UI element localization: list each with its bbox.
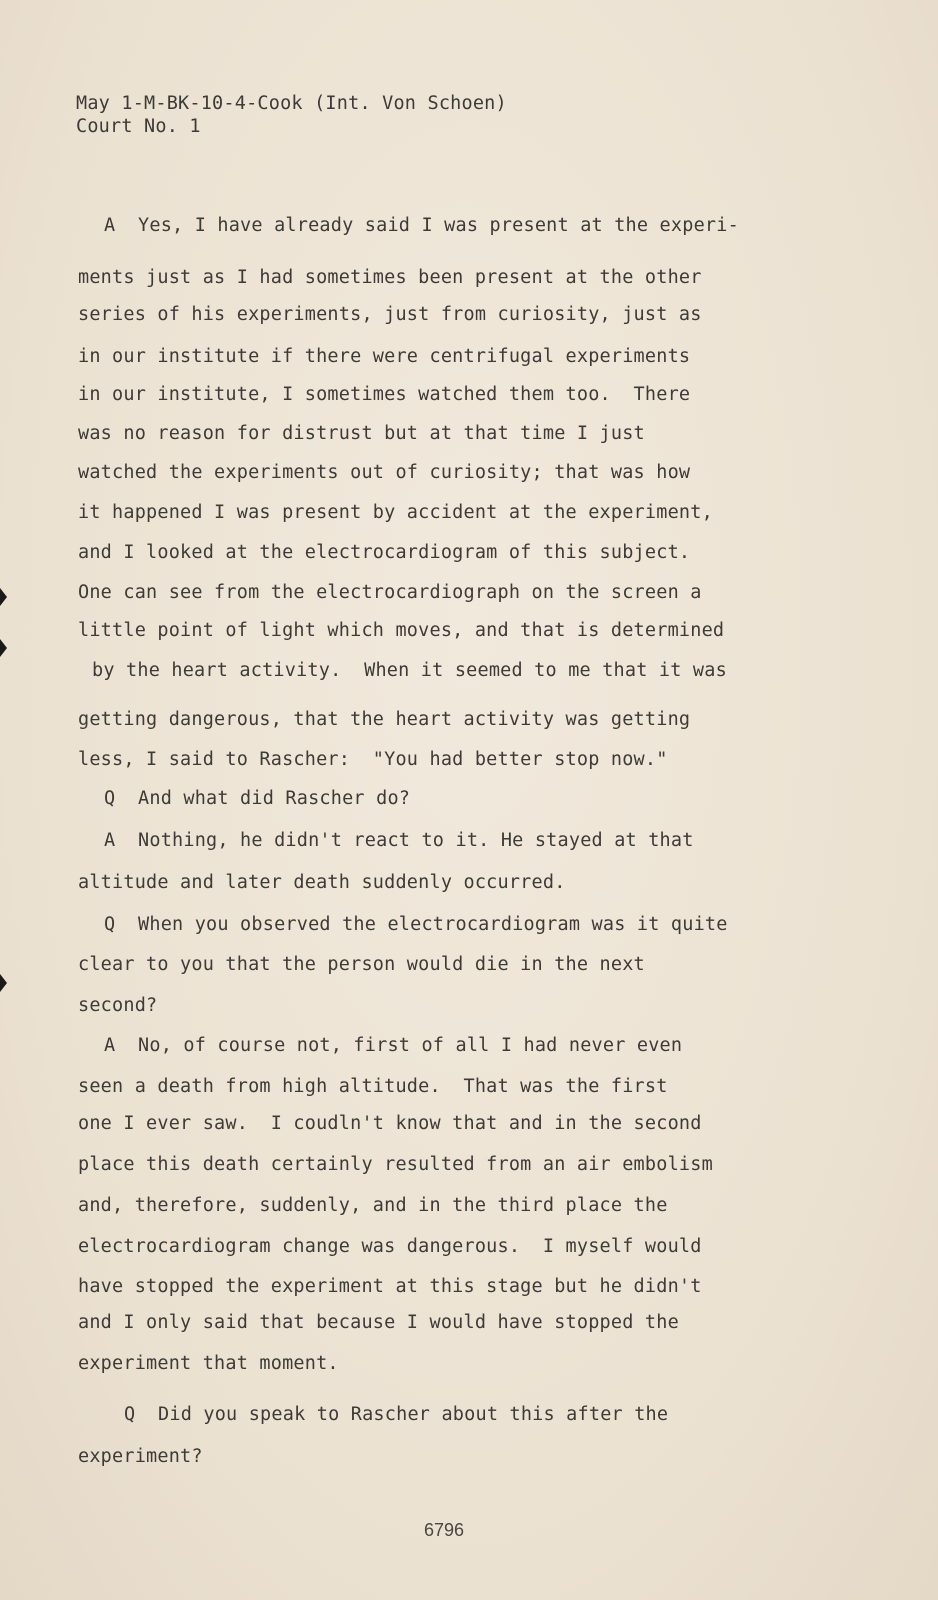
transcript-line: and I looked at the electrocardiogram of this subject. bbox=[78, 542, 691, 563]
transcript-line: less, I said to Rascher: "You had better stop now." bbox=[78, 749, 668, 770]
transcript-line: and I only said that because I would have stopped the bbox=[78, 1312, 679, 1333]
transcript-line: A No, of course not, first of all I had never even bbox=[104, 1035, 683, 1056]
transcript-line: One can see from the electrocardiograph on the screen a bbox=[78, 582, 702, 603]
transcript-line: A Yes, I have already said I was present at the experi- bbox=[104, 215, 739, 236]
transcript-line: one I ever saw. I coudln't know that and in the second bbox=[78, 1113, 702, 1134]
transcript-line: ments just as I had sometimes been present at the other bbox=[78, 267, 702, 288]
binding-hole-mark bbox=[0, 974, 7, 992]
binding-hole-mark bbox=[0, 639, 7, 657]
transcript-line: Q And what did Rascher do? bbox=[104, 788, 411, 809]
transcript-line: Q Did you speak to Rascher about this after the bbox=[124, 1404, 669, 1425]
transcript-line: was no reason for distrust but at that time I just bbox=[78, 423, 645, 444]
transcript-line: series of his experiments, just from curiosity, just as bbox=[78, 304, 702, 325]
transcript-line: experiment that moment. bbox=[78, 1353, 339, 1374]
transcript-line: altitude and later death suddenly occurred. bbox=[78, 872, 566, 893]
page-number: 6796 bbox=[424, 1520, 465, 1540]
transcript-line: by the heart activity. When it seemed to me that it was bbox=[92, 660, 727, 681]
binding-hole-mark bbox=[0, 588, 7, 606]
transcript-line: electrocardiogram change was dangerous. I myself would bbox=[78, 1236, 702, 1257]
transcript-line: getting dangerous, that the heart activity was getting bbox=[78, 709, 691, 730]
transcript-line: place this death certainly resulted from an air embolism bbox=[78, 1154, 713, 1175]
transcript-line: and, therefore, suddenly, and in the third place the bbox=[78, 1195, 668, 1216]
transcript-line: seen a death from high altitude. That was the first bbox=[78, 1076, 668, 1097]
header-court: Court No. 1 bbox=[76, 116, 201, 137]
transcript-line: Q When you observed the electrocardiogram was it quite bbox=[104, 914, 728, 935]
transcript-line: second? bbox=[78, 995, 158, 1016]
transcript-line: it happened I was present by accident at the experiment, bbox=[78, 502, 713, 523]
transcript-line: little point of light which moves, and that is determined bbox=[78, 620, 725, 641]
transcript-line: watched the experiments out of curiosity; that was how bbox=[78, 462, 691, 483]
transcript-line: in our institute, I sometimes watched them too. There bbox=[78, 384, 691, 405]
transcript-line: experiment? bbox=[78, 1446, 203, 1467]
header-reference: May 1-M-BK-10-4-Cook (Int. Von Schoen) bbox=[76, 93, 507, 114]
transcript-line: have stopped the experiment at this stage but he didn't bbox=[78, 1276, 702, 1297]
document-header bbox=[76, 92, 507, 138]
transcript-line: in our institute if there were centrifugal experiments bbox=[78, 346, 691, 367]
transcript-line: clear to you that the person would die in the next bbox=[78, 954, 645, 975]
transcript-line: A Nothing, he didn't react to it. He stayed at that bbox=[104, 830, 694, 851]
